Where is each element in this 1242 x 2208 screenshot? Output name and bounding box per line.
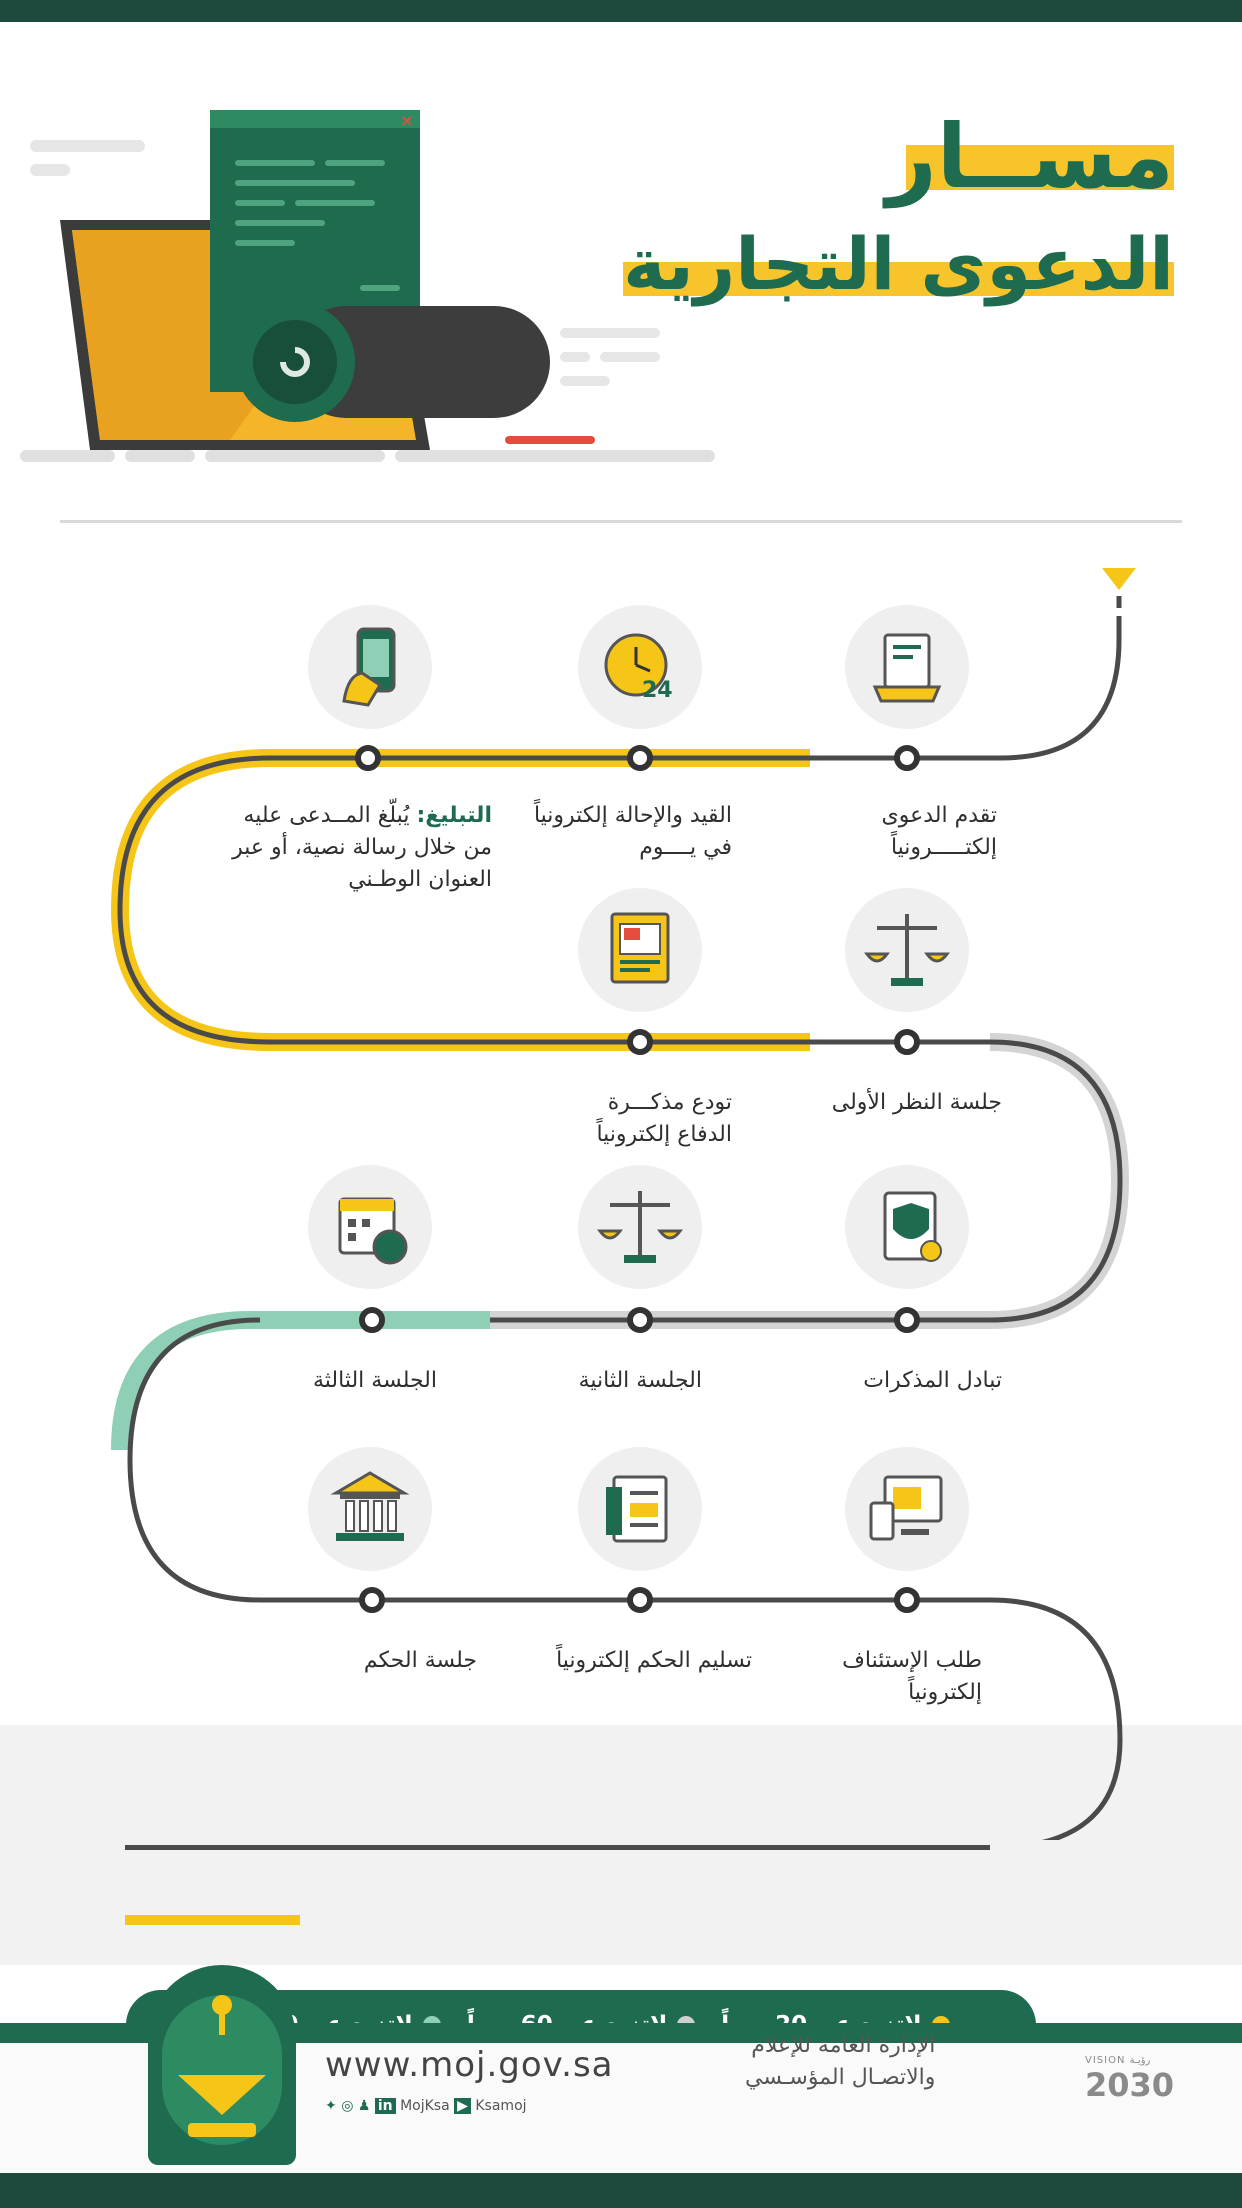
node-dot (362, 1590, 382, 1610)
node-dot (630, 1032, 650, 1052)
start-marker (1102, 568, 1136, 590)
step-label-verdict-session: جلسة الحكم (363, 1648, 477, 1673)
linkedin-icon[interactable]: in (375, 2098, 396, 2114)
node-dot (630, 1310, 650, 1330)
node-dot (358, 748, 378, 768)
timeline-end (125, 1845, 990, 1850)
node-dot (897, 1590, 917, 1610)
step-label-first-session: جلسة النظر الأولى (831, 1090, 1002, 1115)
ministry-logo (148, 1965, 296, 2165)
laptop-document-icon (845, 605, 969, 729)
youtube-icon[interactable]: ▶ (454, 2098, 471, 2114)
step-label-appeal: طلب الإستئناف إلكترونياً (842, 1648, 982, 1705)
node-dot (630, 1590, 650, 1610)
shield-scroll-icon (845, 1165, 969, 1289)
social-handle: MojKsa (400, 2098, 450, 2114)
svg-text:×: × (400, 111, 414, 130)
website-url[interactable]: www.moj.gov.sa (325, 2045, 614, 2085)
step-label-verdict-delivery: تسليم الحكم إلكترونياً (556, 1648, 752, 1673)
node-dot (897, 748, 917, 768)
step-label-defense-memo: تودع مذكـــرة الدفاع إلكترونياً (596, 1090, 732, 1147)
clock-24-icon (578, 605, 702, 729)
social-links (325, 2098, 527, 2114)
department-name: الإدارة العامة للإعلام والاتصـال المؤسـسي (745, 2033, 936, 2090)
section-divider (60, 520, 1182, 523)
twitter-icon[interactable]: ✦ (325, 2098, 337, 2114)
scales-icon-2 (578, 1165, 702, 1289)
snapchat-icon[interactable]: ♟ (357, 2098, 371, 2114)
bottom-bar (0, 2173, 1242, 2208)
scales-icon (845, 888, 969, 1012)
verdict-document-icon (578, 1447, 702, 1571)
svg-text:24: 24 (642, 678, 673, 703)
top-bar (0, 0, 1242, 22)
step-label-notify: التبليغ: يُبلّغ المــدعى عليه من خلال رسالة نصية، أو عبر العنوان الوطـني (232, 803, 492, 892)
defense-memo-icon (578, 888, 702, 1012)
step-label-second-session: الجلسة الثانية (578, 1368, 702, 1393)
instagram-icon[interactable]: ◎ (341, 2098, 354, 2114)
social-handle: Ksamoj (475, 2098, 527, 2114)
node-dot (897, 1032, 917, 1052)
node-dot (362, 1310, 382, 1330)
accent-bar (125, 1915, 300, 1925)
step-label-exchange: تبادل المذكرات (863, 1368, 1002, 1393)
phone-hand-icon (308, 605, 432, 729)
step-label-submit: تقدم الدعوى إلكتـــــرونياً (881, 803, 997, 860)
step-label-third-session: الجلسة الثالثة (312, 1368, 437, 1393)
laptop-scroll-illustration (0, 60, 720, 480)
calendar-icon (308, 1165, 432, 1289)
title-line-1: مســار (886, 105, 1174, 208)
node-dot (630, 748, 650, 768)
node-dot (897, 1310, 917, 1330)
step-label-register: القيد والإحالة إلكترونياً في يــــوم (533, 803, 732, 860)
courthouse-icon (308, 1447, 432, 1571)
title-line-2: الدعوى التجارية (623, 222, 1174, 306)
vision-2030-logo: VISION رؤيـة 2030 (1085, 2055, 1175, 2104)
devices-icon (845, 1447, 969, 1571)
